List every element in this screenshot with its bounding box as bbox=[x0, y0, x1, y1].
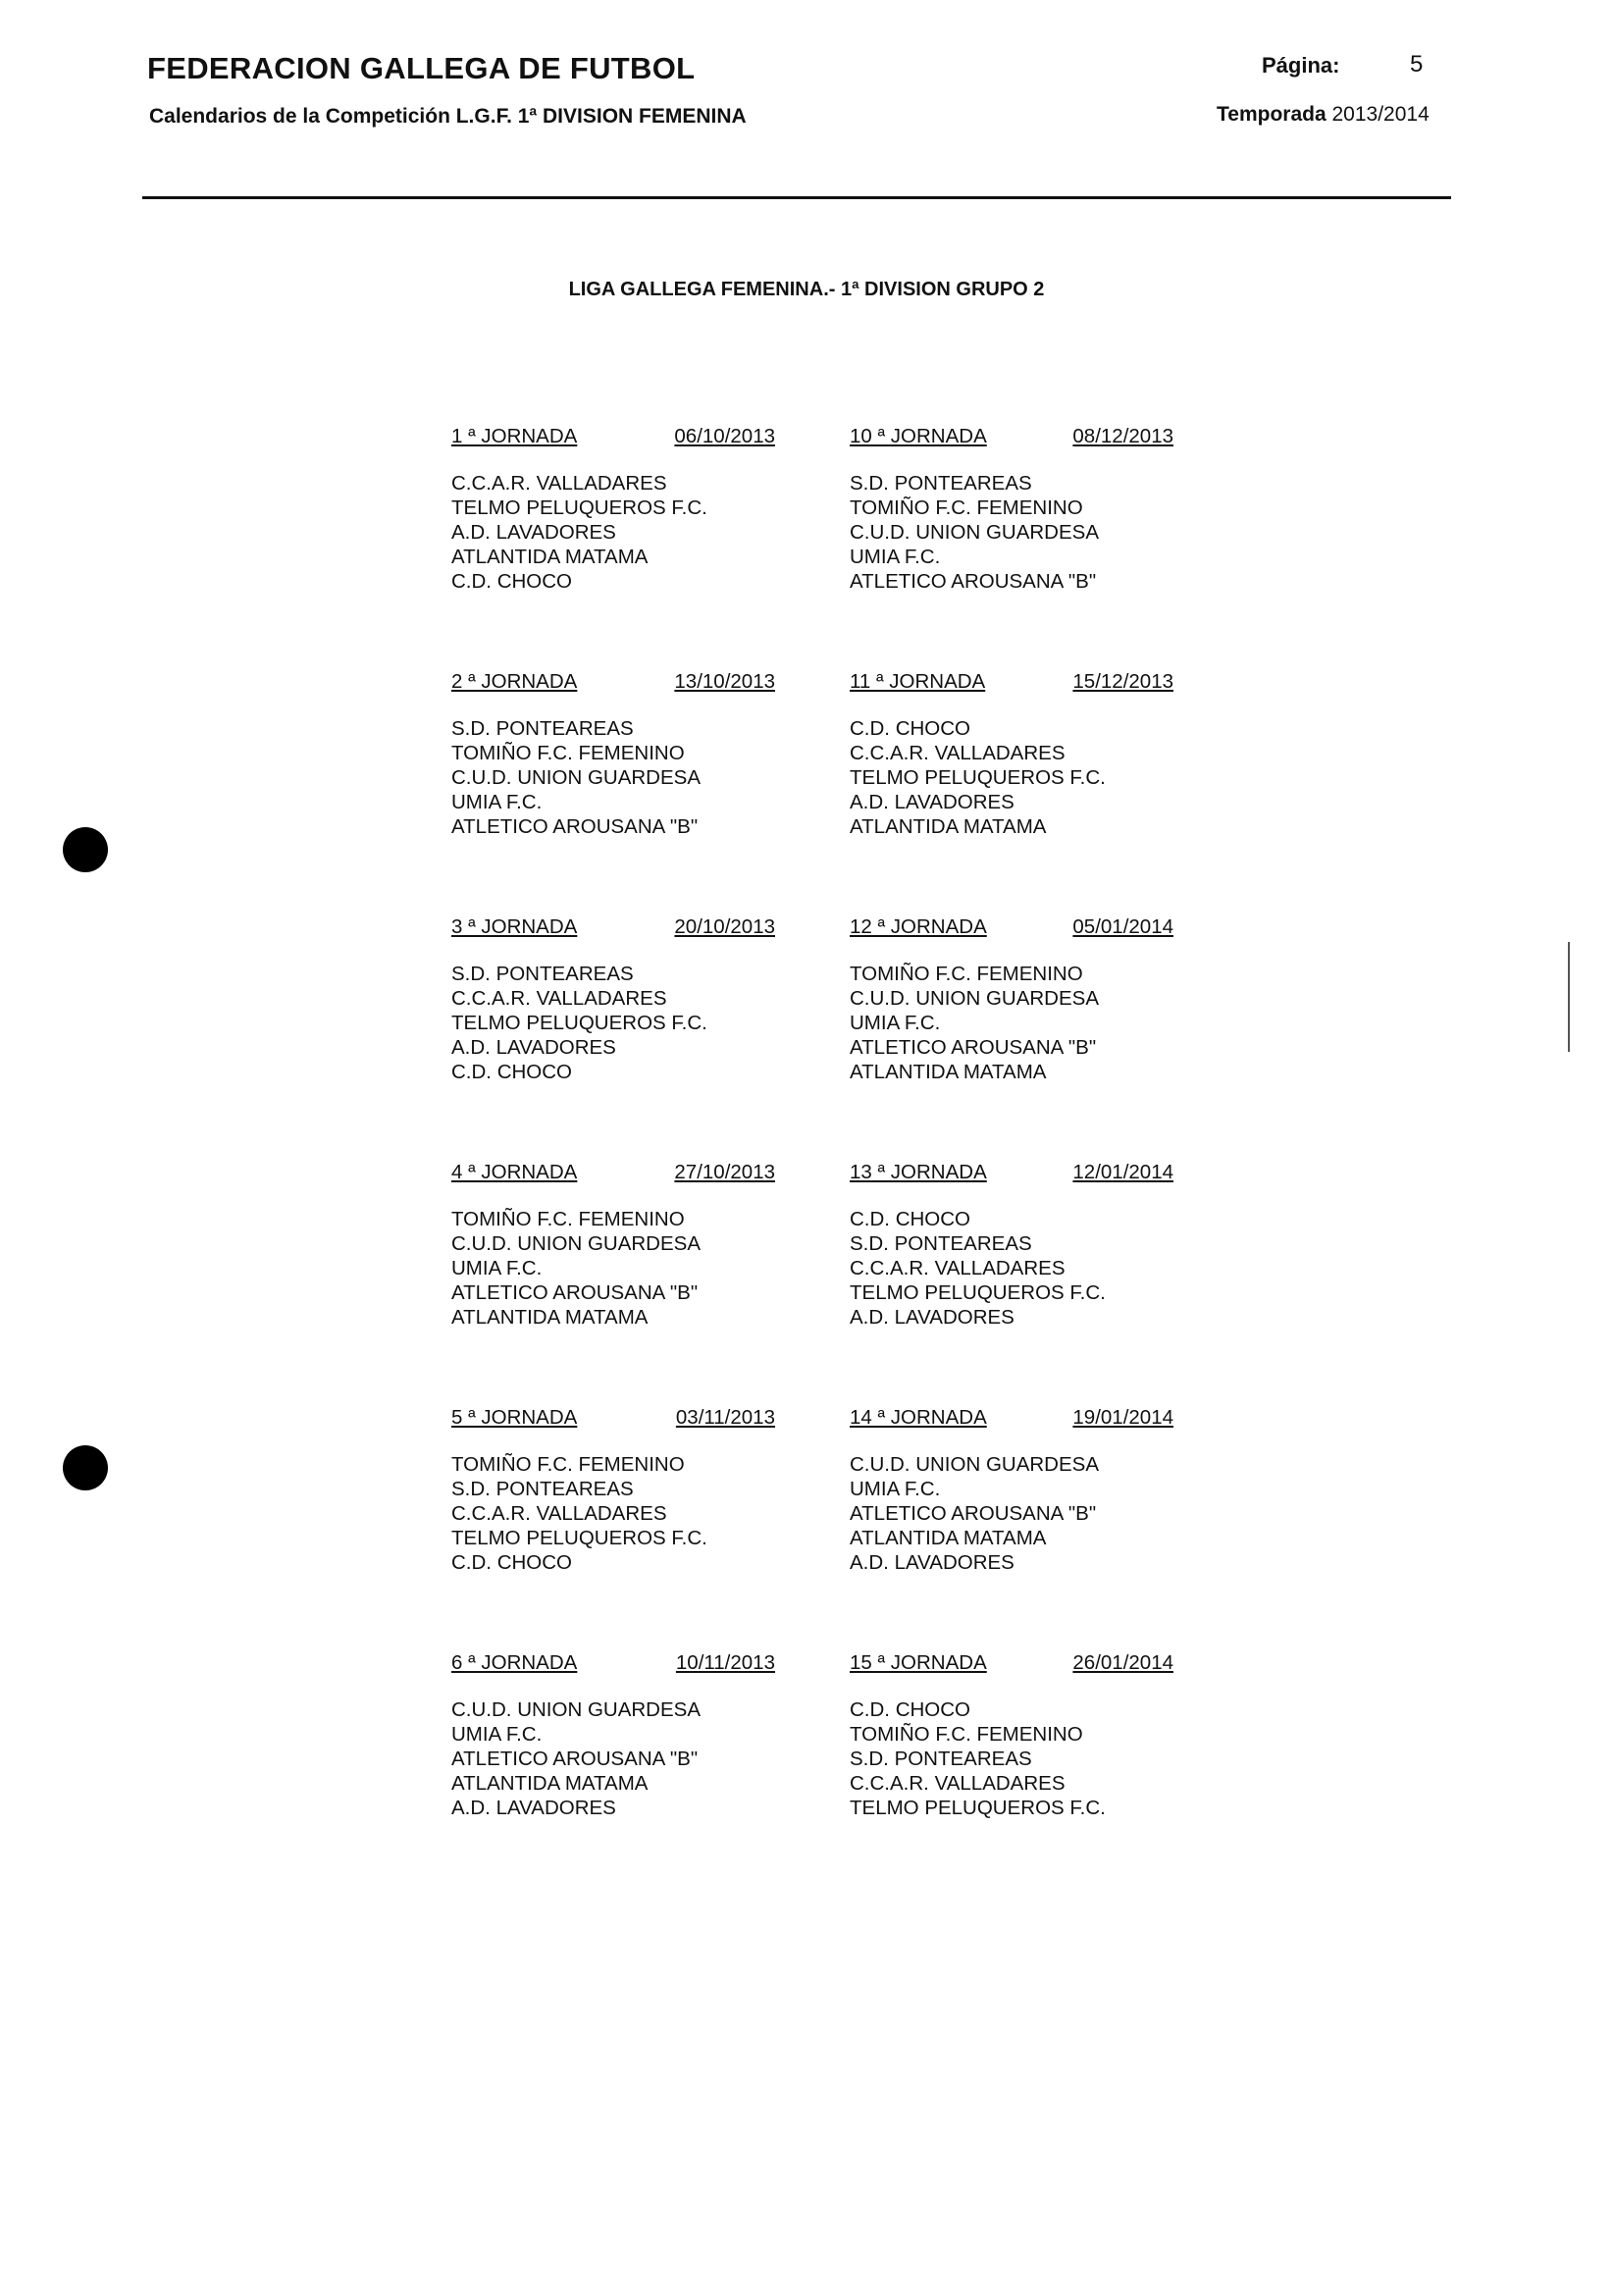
team-name: C.C.A.R. VALLADARES bbox=[850, 742, 1066, 764]
round-label: 2 ª JORNADA bbox=[451, 670, 578, 693]
round-date: 13/10/2013 bbox=[674, 670, 775, 693]
team-name: C.U.D. UNION GUARDESA bbox=[850, 521, 1099, 544]
team-name: TELMO PELUQUEROS F.C. bbox=[451, 1527, 707, 1549]
round-block bbox=[451, 914, 775, 1084]
team-name: ATLANTIDA MATAMA bbox=[451, 546, 649, 568]
punch-hole bbox=[63, 827, 108, 872]
team-name: ATLETICO AROUSANA "B" bbox=[451, 1748, 699, 1770]
team-name: ATLANTIDA MATAMA bbox=[451, 1772, 649, 1795]
round-date: 05/01/2014 bbox=[1072, 915, 1173, 938]
team-name: TOMIÑO F.C. FEMENINO bbox=[850, 1723, 1083, 1746]
team-name: C.D. CHOCO bbox=[451, 570, 572, 593]
round-label: 14 ª JORNADA bbox=[850, 1406, 987, 1429]
team-name: A.D. LAVADORES bbox=[451, 1036, 616, 1059]
round-label: 1 ª JORNADA bbox=[451, 425, 578, 447]
round-date: 26/01/2014 bbox=[1072, 1651, 1173, 1674]
team-name: TOMIÑO F.C. FEMENINO bbox=[451, 1453, 685, 1476]
team-name: C.D. CHOCO bbox=[451, 1551, 572, 1574]
team-name: UMIA F.C. bbox=[850, 546, 941, 568]
round-label: 11 ª JORNADA bbox=[850, 670, 986, 693]
league-title: LIGA GALLEGA FEMENINA.- 1ª DIVISION GRUPO 2 bbox=[568, 279, 1045, 300]
team-name: UMIA F.C. bbox=[850, 1012, 941, 1034]
season-value: 2013/2014 bbox=[1331, 103, 1430, 126]
round-label: 6 ª JORNADA bbox=[451, 1651, 578, 1674]
round-date: 27/10/2013 bbox=[674, 1161, 775, 1183]
team-name: A.D. LAVADORES bbox=[850, 791, 1015, 813]
team-name: S.D. PONTEAREAS bbox=[850, 1748, 1032, 1770]
round-label: 5 ª JORNADA bbox=[451, 1406, 578, 1429]
team-name: TELMO PELUQUEROS F.C. bbox=[850, 1281, 1106, 1304]
round-block bbox=[850, 1650, 1173, 1820]
round-label: 15 ª JORNADA bbox=[850, 1651, 987, 1674]
team-name: TELMO PELUQUEROS F.C. bbox=[850, 1797, 1106, 1819]
round-block bbox=[451, 424, 775, 594]
team-name: UMIA F.C. bbox=[451, 1723, 543, 1746]
team-name: TOMIÑO F.C. FEMENINO bbox=[451, 742, 685, 764]
team-name: C.D. CHOCO bbox=[850, 1208, 970, 1230]
season bbox=[1217, 103, 1430, 127]
team-name: S.D. PONTEAREAS bbox=[451, 963, 634, 985]
team-name: A.D. LAVADORES bbox=[850, 1551, 1015, 1574]
team-name: ATLETICO AROUSANA "B" bbox=[850, 570, 1097, 593]
page-label: Página: bbox=[1262, 53, 1340, 78]
team-name: ATLANTIDA MATAMA bbox=[850, 1061, 1047, 1083]
season-label: Temporada bbox=[1217, 103, 1327, 126]
team-name: ATLANTIDA MATAMA bbox=[850, 1527, 1047, 1549]
team-name: ATLANTIDA MATAMA bbox=[451, 1306, 649, 1329]
round-date: 12/01/2014 bbox=[1072, 1161, 1173, 1183]
team-name: C.U.D. UNION GUARDESA bbox=[451, 1232, 701, 1255]
team-name: C.U.D. UNION GUARDESA bbox=[850, 987, 1099, 1010]
team-name: TOMIÑO F.C. FEMENINO bbox=[451, 1208, 685, 1230]
round-block bbox=[451, 1650, 775, 1820]
team-name: S.D. PONTEAREAS bbox=[451, 1478, 634, 1500]
team-name: ATLANTIDA MATAMA bbox=[850, 815, 1047, 838]
round-block bbox=[451, 669, 775, 839]
team-name: C.C.A.R. VALLADARES bbox=[850, 1257, 1066, 1279]
round-block bbox=[850, 424, 1173, 594]
team-name: C.D. CHOCO bbox=[850, 717, 970, 740]
team-name: C.U.D. UNION GUARDESA bbox=[451, 766, 701, 789]
round-label: 10 ª JORNADA bbox=[850, 425, 987, 447]
team-name: A.D. LAVADORES bbox=[451, 521, 616, 544]
team-name: ATLETICO AROUSANA "B" bbox=[451, 815, 699, 838]
team-name: TELMO PELUQUEROS F.C. bbox=[451, 1012, 707, 1034]
team-name: S.D. PONTEAREAS bbox=[451, 717, 634, 740]
team-name: UMIA F.C. bbox=[451, 791, 543, 813]
team-name: C.U.D. UNION GUARDESA bbox=[451, 1698, 701, 1721]
round-date: 06/10/2013 bbox=[674, 425, 775, 447]
round-label: 3 ª JORNADA bbox=[451, 915, 578, 938]
round-header bbox=[850, 669, 1173, 694]
team-name: C.D. CHOCO bbox=[451, 1061, 572, 1083]
round-date: 03/11/2013 bbox=[675, 1406, 775, 1429]
team-name: ATLETICO AROUSANA "B" bbox=[451, 1281, 699, 1304]
round-header bbox=[451, 914, 775, 939]
round-date: 20/10/2013 bbox=[674, 915, 775, 938]
round-date: 15/12/2013 bbox=[1072, 670, 1173, 693]
round-block bbox=[451, 1405, 775, 1575]
round-block bbox=[451, 1160, 775, 1330]
competition-subtitle: Calendarios de la Competición L.G.F. 1ª DIVISION FEMENINA bbox=[149, 105, 747, 128]
round-date: 10/11/2013 bbox=[675, 1651, 775, 1674]
federation-name: FEDERACION GALLEGA DE FUTBOL bbox=[147, 51, 696, 85]
round-label: 4 ª JORNADA bbox=[451, 1161, 578, 1183]
page-number: 5 bbox=[1410, 51, 1424, 78]
round-block bbox=[850, 914, 1173, 1084]
team-name: ATLETICO AROUSANA "B" bbox=[850, 1036, 1097, 1059]
team-name: TOMIÑO F.C. FEMENINO bbox=[850, 496, 1083, 519]
team-name: C.C.A.R. VALLADARES bbox=[451, 987, 667, 1010]
round-block bbox=[850, 669, 1173, 839]
round-header bbox=[451, 1160, 775, 1184]
team-name: TELMO PELUQUEROS F.C. bbox=[451, 496, 707, 519]
round-block bbox=[850, 1405, 1173, 1575]
team-name: C.C.A.R. VALLADARES bbox=[451, 472, 667, 495]
round-label: 13 ª JORNADA bbox=[850, 1161, 987, 1183]
round-header bbox=[451, 1405, 775, 1430]
team-name: ATLETICO AROUSANA "B" bbox=[850, 1502, 1097, 1525]
round-date: 19/01/2014 bbox=[1072, 1406, 1173, 1429]
round-block bbox=[850, 1160, 1173, 1330]
round-header bbox=[850, 424, 1173, 448]
team-name: S.D. PONTEAREAS bbox=[850, 472, 1032, 495]
round-header bbox=[451, 424, 775, 448]
round-header bbox=[451, 669, 775, 694]
team-name: C.C.A.R. VALLADARES bbox=[451, 1502, 667, 1525]
round-header bbox=[850, 1650, 1173, 1675]
round-header bbox=[850, 1405, 1173, 1430]
team-name: C.U.D. UNION GUARDESA bbox=[850, 1453, 1099, 1476]
team-name: C.D. CHOCO bbox=[850, 1698, 970, 1721]
round-date: 08/12/2013 bbox=[1072, 425, 1173, 447]
round-label: 12 ª JORNADA bbox=[850, 915, 987, 938]
team-name: TELMO PELUQUEROS F.C. bbox=[850, 766, 1106, 789]
team-name: S.D. PONTEAREAS bbox=[850, 1232, 1032, 1255]
round-header bbox=[850, 914, 1173, 939]
round-header bbox=[451, 1650, 775, 1675]
punch-hole bbox=[63, 1445, 108, 1490]
team-name: TOMIÑO F.C. FEMENINO bbox=[850, 963, 1083, 985]
team-name: UMIA F.C. bbox=[850, 1478, 941, 1500]
team-name: C.C.A.R. VALLADARES bbox=[850, 1772, 1066, 1795]
team-name: A.D. LAVADORES bbox=[451, 1797, 616, 1819]
round-header bbox=[850, 1160, 1173, 1184]
scan-mark bbox=[1568, 942, 1570, 1052]
team-name: UMIA F.C. bbox=[451, 1257, 543, 1279]
header-divider bbox=[142, 196, 1451, 199]
team-name: A.D. LAVADORES bbox=[850, 1306, 1015, 1329]
